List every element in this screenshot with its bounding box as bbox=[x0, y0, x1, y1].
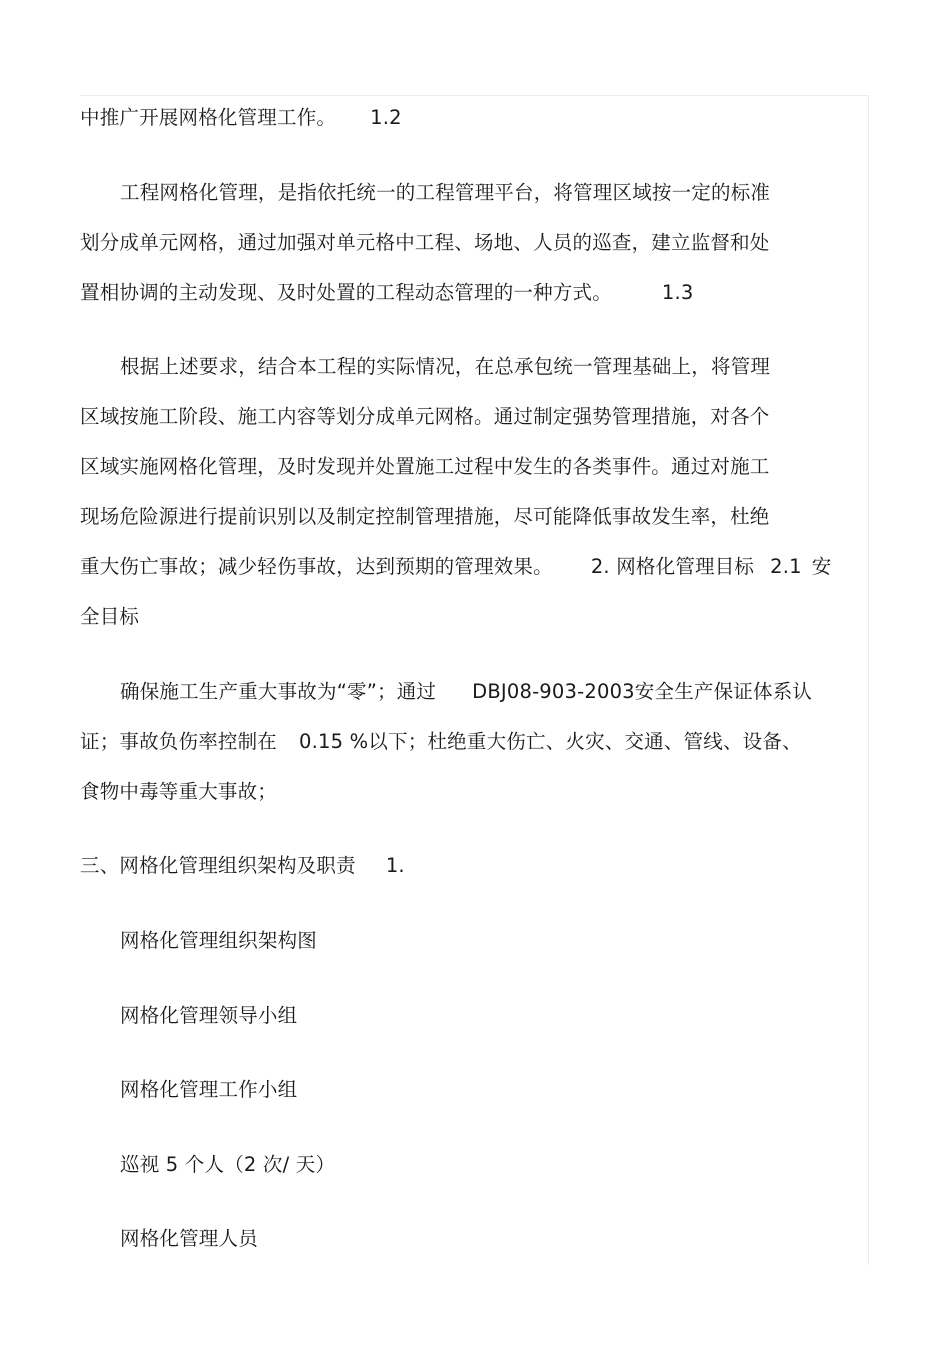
paragraph-line: 确保施工生产重大事故为“零”；通过 DBJ08-903-2003安全生产保证体系认 bbox=[120, 680, 813, 703]
list-item: 网格化管理工作小组 bbox=[120, 1078, 298, 1101]
page-border-right bbox=[868, 95, 869, 1265]
paragraph-line: 现场危险源进行提前识别以及制定控制管理措施，尽可能降低事故发生率，杜绝 bbox=[80, 505, 770, 528]
page-border-top bbox=[80, 95, 869, 96]
paragraph-line: 置相协调的主动发现、及时处置的工程动态管理的一种方式。 1.3 bbox=[80, 281, 694, 304]
paragraph-line: 划分成单元网格，通过加强对单元格中工程、场地、人员的巡查，建立监督和处 bbox=[80, 231, 770, 254]
section-heading: 三、网格化管理组织架构及职责 1. bbox=[80, 854, 405, 877]
list-item: 网格化管理人员 bbox=[120, 1227, 258, 1250]
list-item: 网格化管理领导小组 bbox=[120, 1004, 298, 1027]
paragraph-line: 食物中毒等重大事故； bbox=[80, 780, 278, 803]
paragraph-line: 全目标 bbox=[80, 605, 140, 628]
paragraph-line: 区域实施网格化管理，及时发现并处置施工过程中发生的各类事件。通过对施工 bbox=[80, 455, 770, 478]
paragraph-line: 重大伤亡事故；减少轻伤事故，达到预期的管理效果。 2. 网格化管理目标 2.1 安 bbox=[80, 555, 832, 578]
paragraph-line: 根据上述要求，结合本工程的实际情况，在总承包统一管理基础上，将管理 bbox=[120, 355, 771, 378]
paragraph-line: 证；事故负伤率控制在 0.15 %以下；杜绝重大伤亡、火灾、交通、管线、设备、 bbox=[80, 730, 802, 753]
list-item: 网格化管理组织架构图 bbox=[120, 929, 318, 952]
paragraph-line: 工程网格化管理，是指依托统一的工程管理平台，将管理区域按一定的标准 bbox=[120, 181, 771, 204]
paragraph-line: 区域按施工阶段、施工内容等划分成单元网格。通过制定强势管理措施，对各个 bbox=[80, 405, 770, 428]
text-line: 中推广开展网格化管理工作。 1.2 bbox=[80, 106, 402, 129]
list-item: 巡视 5 个人（2 次/ 天） bbox=[120, 1153, 336, 1176]
